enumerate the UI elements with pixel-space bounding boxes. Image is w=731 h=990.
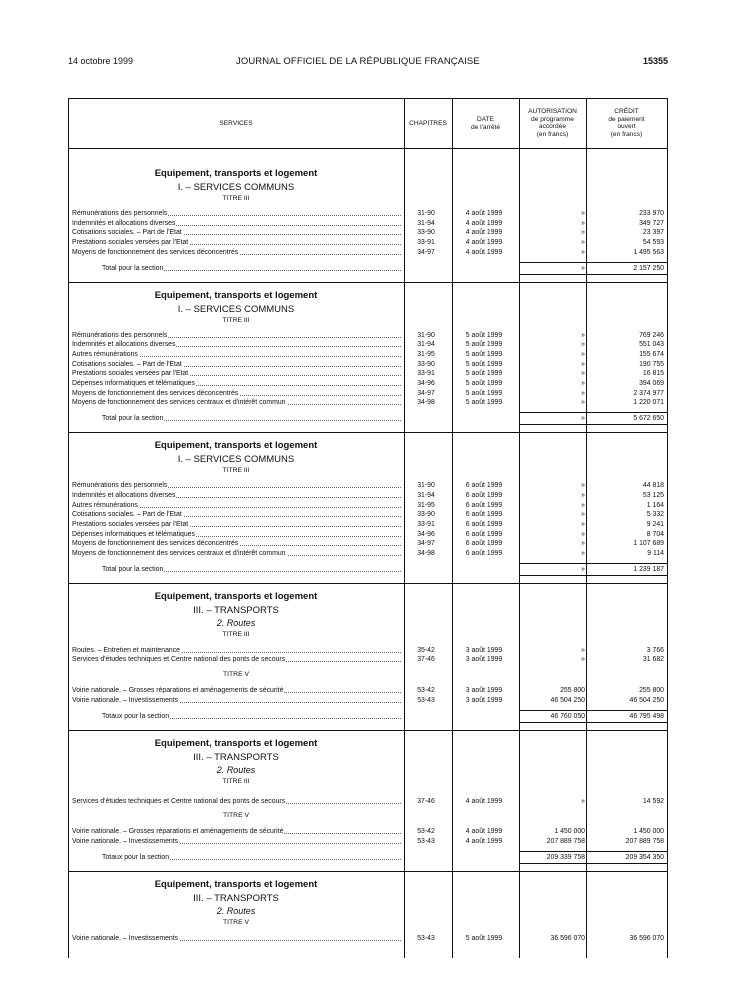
col-header-credit-line3: ouvert — [617, 123, 636, 130]
section-total-row — [68, 853, 668, 862]
date: 6 août 1999 — [465, 540, 503, 548]
credit-value: 394 069 — [639, 380, 664, 387]
chapter-code: 33-90 — [417, 360, 435, 368]
credit-value: 1 107 689 — [633, 540, 664, 548]
date: 6 août 1999 — [465, 491, 503, 499]
date: 5 août 1999 — [465, 331, 503, 339]
chapter-code: 53-43 — [417, 837, 435, 845]
autorisation-value: » — [581, 491, 585, 499]
table-row — [68, 646, 668, 655]
date: 5 août 1999 — [465, 389, 503, 397]
header-rule — [68, 148, 668, 149]
credit-value: 5 672 650 — [633, 415, 664, 423]
service-heading: I. – SERVICES COMMUNS — [177, 303, 295, 315]
autorisation-value: 46 504 250 — [550, 696, 585, 704]
date: 3 août 1999 — [465, 696, 503, 704]
table-row-text: Routes. – Entretien et maintenance — [72, 646, 181, 654]
table-row-label — [72, 520, 401, 529]
date: 4 août 1999 — [465, 210, 503, 217]
table-row — [68, 398, 668, 407]
credit-value: 14 592 — [642, 797, 664, 805]
table-row — [68, 389, 668, 398]
table-row-label — [72, 539, 401, 548]
table-row-text: Moyens de fonctionnement des services déconcentrés — [72, 540, 239, 548]
table-row-label — [72, 797, 401, 806]
subservice-heading: 2. Routes — [216, 905, 256, 916]
chapter-code: 53-42 — [417, 687, 435, 695]
credit-value: 190 755 — [639, 360, 664, 368]
credit-value: 9 241 — [646, 520, 664, 528]
col-header-autorisation — [519, 108, 586, 138]
autorisation-value: » — [581, 210, 585, 217]
credit-value: 8 704 — [646, 530, 664, 538]
table-row-text: Services d'études techniques et Centre national des ponts de secours — [72, 656, 286, 664]
credit-value: 1 239 187 — [633, 565, 664, 573]
titre-heading: TITRE III — [222, 777, 250, 785]
table-row — [68, 797, 668, 806]
table-row — [68, 837, 668, 846]
section-total-row-label — [102, 414, 401, 423]
col-header-aut-line4: (en francs) — [536, 130, 569, 138]
section-total-row-text: Total pour la section — [102, 565, 164, 573]
total-rule-bottom — [519, 575, 667, 576]
col-header-credit-line2: de paiement — [608, 115, 645, 123]
table-row — [68, 481, 668, 490]
col-header-date — [452, 116, 519, 131]
service-heading: I. – SERVICES COMMUNS — [177, 182, 295, 193]
autorisation-value: » — [581, 399, 585, 407]
table-row — [68, 379, 668, 388]
table-row — [68, 360, 668, 369]
chapter-code: 34-98 — [417, 399, 435, 407]
table-row-label — [72, 340, 401, 349]
credit-value: 9 114 — [647, 550, 664, 557]
col-header-credit-line4: (en francs) — [610, 130, 643, 138]
date: 4 août 1999 — [465, 837, 503, 845]
table-row-label — [72, 837, 401, 846]
titre-heading: TITRE III — [222, 316, 250, 324]
total-rule-bottom — [519, 424, 667, 425]
credit-value: 31 682 — [642, 656, 664, 664]
autorisation-value: » — [581, 239, 585, 247]
titre-heading: TITRE V — [222, 812, 250, 820]
chapter-code: 31-95 — [417, 501, 435, 509]
credit-value: 1 164 — [646, 501, 664, 509]
total-rule-top — [519, 262, 667, 263]
section-total-row — [68, 712, 668, 721]
table-row-text: Prestations sociales versées par l'Etat — [72, 520, 189, 528]
table-row — [68, 549, 668, 558]
autorisation-value: 1 450 000 — [554, 828, 585, 836]
table-row-text: Moyens de fonctionnement des services centraux et d'intérêt commun — [72, 550, 286, 557]
date: 3 août 1999 — [465, 656, 503, 664]
ministry-heading: Equipement, transports et logement — [154, 440, 318, 452]
credit-value: 1 450 000 — [633, 828, 664, 836]
date: 4 août 1999 — [465, 828, 503, 836]
chapter-code: 31-94 — [417, 219, 435, 227]
chapter-code: 33-91 — [417, 370, 435, 378]
autorisation-value: » — [581, 248, 585, 256]
ministry-heading: Equipement, transports et logement — [154, 590, 318, 602]
table-row — [68, 209, 668, 218]
autorisation-value: » — [581, 482, 585, 490]
autorisation-value: 46 760 050 — [550, 712, 585, 720]
table-row-label — [72, 248, 401, 257]
autorisation-value: » — [581, 656, 585, 664]
journal-title: JOURNAL OFFICIEL DE LA RÉPUBLIQUE FRANÇAISE — [236, 56, 480, 67]
autorisation-value: » — [581, 341, 585, 349]
autorisation-value: » — [581, 389, 585, 397]
table-row — [68, 520, 668, 529]
ministry-heading: Equipement, transports et logement — [154, 168, 318, 179]
total-rule-bottom — [519, 863, 667, 864]
total-rule-top — [519, 563, 667, 564]
table-row-label — [72, 228, 401, 237]
col-header-date-line1: DATE — [476, 116, 495, 123]
section-total-row-text: Totaux pour la section — [102, 853, 170, 861]
credit-value: 23 397 — [642, 229, 664, 237]
service-heading: I. – SERVICES COMMUNS — [177, 454, 295, 466]
credit-value: 233 970 — [639, 210, 664, 217]
autorisation-value: » — [581, 360, 585, 368]
table-row-label — [72, 350, 401, 359]
titre-heading: TITRE V — [222, 671, 250, 679]
section-total-row — [68, 264, 668, 273]
table-row — [68, 501, 668, 510]
autorisation-value: » — [581, 264, 585, 272]
service-heading: III. – TRANSPORTS — [193, 892, 279, 904]
credit-value: 46 795 498 — [629, 712, 664, 720]
table-row — [68, 686, 668, 695]
section-separator — [68, 583, 668, 584]
total-rule-top — [519, 412, 667, 413]
table-row-label — [72, 398, 401, 407]
credit-value: 349 727 — [639, 219, 664, 227]
chapter-code: 31-90 — [417, 210, 435, 217]
chapter-code: 31-90 — [417, 482, 435, 490]
service-heading: III. – TRANSPORTS — [193, 751, 279, 763]
chapter-code: 33-90 — [417, 229, 435, 237]
table-row — [68, 827, 668, 836]
total-rule-bottom — [519, 722, 667, 723]
credit-value: 255 800 — [639, 687, 664, 695]
col-header-date-line2: de l'arrêté — [470, 123, 501, 131]
table-row-text: Voirie nationale. – Grosses réparations et aménagements de sécurité — [72, 828, 284, 836]
date: 3 août 1999 — [465, 687, 503, 695]
autorisation-value: » — [581, 565, 585, 573]
credit-value: 36 596 070 — [629, 934, 664, 942]
table-row — [68, 340, 668, 349]
table-row-label — [72, 934, 401, 943]
table-row — [68, 369, 668, 378]
credit-value: 46 504 250 — [629, 696, 664, 704]
table-row-text: Autres rémunérations — [72, 350, 138, 358]
budget-table — [68, 98, 668, 958]
table-row — [68, 696, 668, 705]
section-separator — [68, 730, 668, 731]
table-row-label — [72, 238, 401, 247]
credit-value: 3 766 — [646, 646, 664, 654]
table-row — [68, 219, 668, 228]
table-row-text: Moyens de fonctionnement des services déconcentrés — [72, 248, 239, 256]
section-total-row-label — [102, 712, 401, 721]
autorisation-value: » — [581, 550, 585, 557]
table-top-rule — [68, 98, 668, 99]
ministry-heading: Equipement, transports et logement — [154, 737, 318, 749]
titre-heading: TITRE III — [222, 630, 250, 638]
chapter-code: 35-42 — [417, 646, 435, 654]
section-total-row-text: Totaux pour la section — [102, 712, 170, 720]
col-header-aut-line1: AUTORISATION — [528, 108, 577, 115]
autorisation-value: » — [581, 415, 585, 423]
section-separator — [68, 282, 668, 283]
total-rule-top — [519, 710, 667, 711]
section-separator — [68, 871, 668, 872]
table-row-label — [72, 369, 401, 378]
table-row — [68, 331, 668, 340]
table-row-text: Voirie nationale. – Investissements — [72, 934, 179, 942]
autorisation-value: » — [581, 380, 585, 387]
autorisation-value: » — [581, 530, 585, 538]
autorisation-value: » — [581, 646, 585, 654]
table-row-label — [72, 530, 401, 539]
credit-value: 1 495 563 — [633, 248, 664, 256]
date: 6 août 1999 — [465, 520, 503, 528]
table-row-text: Voirie nationale. – Investissements — [72, 696, 179, 704]
credit-value: 551 043 — [639, 341, 664, 349]
table-row-text: Cotisations sociales. – Part de l'Etat — [72, 229, 182, 237]
date: 5 août 1999 — [465, 350, 503, 358]
table-row-label — [72, 379, 401, 388]
autorisation-value: » — [581, 511, 585, 519]
table-row-label — [72, 686, 401, 695]
chapter-code: 34-97 — [417, 540, 435, 548]
table-row-label — [72, 481, 401, 490]
section-total-row-label — [102, 264, 401, 273]
table-row-text: Indemnités et allocations diverses — [72, 491, 176, 499]
total-rule-top — [519, 851, 667, 852]
chapter-code: 31-94 — [417, 341, 435, 349]
table-row-text: Cotisations sociales. – Part de l'Etat — [72, 511, 182, 519]
chapter-code: 34-97 — [417, 389, 435, 397]
autorisation-value: 255 800 — [560, 687, 585, 695]
table-row-text: Moyens de fonctionnement des services centraux et d'intérêt commun — [72, 399, 286, 407]
section-total-row-text: Total pour la section — [102, 415, 164, 423]
credit-value: 1 220 071 — [633, 399, 664, 407]
chapter-code: 53-42 — [417, 828, 435, 836]
table-row-text: Moyens de fonctionnement des services déconcentrés — [72, 389, 239, 397]
table-row — [68, 530, 668, 539]
table-row-text: Voirie nationale. – Investissements — [72, 837, 179, 845]
chapter-code: 53-43 — [417, 696, 435, 704]
chapter-code: 31-95 — [417, 350, 435, 358]
table-row-text: Services d'études techniques et Centre national des ponts de secours — [72, 797, 286, 805]
chapter-code: 37-46 — [417, 656, 435, 664]
table-row — [68, 655, 668, 664]
section-separator — [68, 432, 668, 433]
table-row — [68, 491, 668, 500]
table-row — [68, 539, 668, 548]
table-row-label — [72, 549, 401, 558]
date: 5 août 1999 — [465, 360, 503, 368]
credit-value: 209 354 350 — [625, 853, 664, 861]
date: 4 août 1999 — [465, 219, 503, 227]
table-row-label — [72, 209, 401, 218]
credit-value: 44 818 — [642, 482, 664, 490]
credit-value: 16 815 — [642, 370, 664, 378]
table-row-label — [72, 360, 401, 369]
date: 5 août 1999 — [465, 370, 503, 378]
col-header-aut-line2: de programme — [531, 115, 574, 123]
credit-value: 54 593 — [642, 239, 664, 247]
chapter-code: 37-46 — [417, 797, 435, 805]
table-row — [68, 238, 668, 247]
table-row-text: Prestations sociales versées par l'Etat — [72, 370, 189, 378]
autorisation-value: » — [581, 219, 585, 227]
col-header-services: SERVICES — [219, 120, 253, 127]
table-row-label — [72, 491, 401, 500]
col-header-credit-line1: CRÉDIT — [614, 108, 639, 115]
date: 3 août 1999 — [465, 646, 503, 654]
autorisation-value: 209 339 758 — [546, 853, 585, 861]
table-row-text: Dépenses informatiques et télématiques — [72, 380, 195, 387]
date: 6 août 1999 — [465, 550, 503, 557]
page-header — [68, 56, 668, 70]
table-row — [68, 248, 668, 257]
page-number: 15355 — [642, 56, 668, 66]
autorisation-value: » — [581, 331, 585, 339]
credit-value: 155 674 — [639, 350, 664, 358]
chapter-code: 31-90 — [417, 331, 435, 339]
credit-value: 2 157 250 — [633, 264, 664, 272]
table-row-text: Cotisations sociales. – Part de l'Etat — [72, 360, 182, 368]
section-total-row-text: Total pour la section — [102, 264, 164, 272]
ministry-heading: Equipement, transports et logement — [154, 878, 318, 890]
autorisation-value: » — [581, 540, 585, 548]
table-row — [68, 350, 668, 359]
ministry-heading: Equipement, transports et logement — [154, 289, 318, 301]
table-row-label — [72, 655, 401, 664]
table-row-text: Rémunérations des personnels — [72, 482, 168, 490]
table-row — [68, 228, 668, 237]
table-row-text: Indemnités et allocations diverses — [72, 341, 176, 349]
table-row-text: Dépenses informatiques et télématiques — [72, 530, 195, 538]
autorisation-value: » — [581, 520, 585, 528]
table-row-text: Voirie nationale. – Grosses réparations et aménagements de sécurité — [72, 687, 284, 695]
table-row-text: Rémunérations des personnels — [72, 210, 168, 217]
date: 6 août 1999 — [465, 511, 503, 519]
date: 6 août 1999 — [465, 501, 503, 509]
date: 5 août 1999 — [465, 934, 503, 942]
credit-value: 2 374 977 — [633, 389, 664, 397]
credit-value: 5 332 — [646, 511, 664, 519]
col-header-chapitres: CHAPITRES — [409, 120, 447, 127]
autorisation-value: » — [581, 229, 585, 237]
date: 4 août 1999 — [465, 248, 503, 256]
service-heading: III. – TRANSPORTS — [193, 604, 279, 616]
credit-value: 207 889 758 — [625, 837, 664, 845]
autorisation-value: » — [581, 501, 585, 509]
titre-heading: TITRE III — [222, 467, 250, 475]
subservice-heading: 2. Routes — [216, 617, 256, 628]
chapter-code: 34-96 — [417, 530, 435, 538]
date: 5 août 1999 — [465, 341, 503, 349]
date: 5 août 1999 — [465, 380, 503, 387]
header-date: 14 octobre 1999 — [68, 56, 134, 66]
table-row-label — [72, 501, 401, 510]
table-row — [68, 510, 668, 519]
table-row-label — [72, 389, 401, 398]
table-row-label — [72, 510, 401, 519]
autorisation-value: » — [581, 350, 585, 358]
col-header-aut-line3: accordée — [538, 123, 567, 130]
total-rule-bottom — [519, 274, 667, 275]
autorisation-value: 207 889 758 — [546, 837, 585, 845]
table-row-label — [72, 331, 401, 340]
subservice-heading: 2. Routes — [216, 764, 256, 775]
credit-value: 769 246 — [639, 331, 664, 339]
col-header-credit — [586, 108, 667, 138]
autorisation-value: » — [581, 797, 585, 805]
date: 4 août 1999 — [465, 797, 503, 805]
table-row-label — [72, 827, 401, 836]
date: 4 août 1999 — [465, 229, 503, 237]
section-total-row-label — [102, 853, 401, 862]
autorisation-value: » — [581, 370, 585, 378]
section-total-row — [68, 414, 668, 423]
table-row-label — [72, 646, 401, 655]
chapter-code: 33-91 — [417, 520, 435, 528]
table-row-text: Prestations sociales versées par l'Etat — [72, 239, 189, 247]
table-row-label — [72, 219, 401, 228]
section-total-row-label — [102, 565, 401, 574]
date: 4 août 1999 — [465, 239, 503, 247]
chapter-code: 53-43 — [417, 934, 435, 942]
chapter-code: 34-98 — [417, 550, 435, 557]
date: 5 août 1999 — [465, 399, 503, 407]
table-row-text: Rémunérations des personnels — [72, 331, 168, 339]
table-row-text: Indemnités et allocations diverses — [72, 219, 176, 227]
section-total-row — [68, 565, 668, 574]
date: 6 août 1999 — [465, 530, 503, 538]
chapter-code: 33-90 — [417, 511, 435, 519]
chapter-code: 34-96 — [417, 380, 435, 387]
chapter-code: 33-91 — [417, 239, 435, 247]
table-row-label — [72, 696, 401, 705]
table-row — [68, 934, 668, 943]
chapter-code: 34-97 — [417, 248, 435, 256]
date: 6 août 1999 — [465, 482, 503, 490]
chapter-code: 31-94 — [417, 491, 435, 499]
titre-heading: TITRE V — [222, 918, 250, 926]
autorisation-value: 36 596 070 — [550, 934, 585, 942]
credit-value: 53 125 — [642, 491, 664, 499]
table-row-text: Autres rémunérations — [72, 501, 138, 509]
titre-heading: TITRE III — [222, 195, 250, 202]
